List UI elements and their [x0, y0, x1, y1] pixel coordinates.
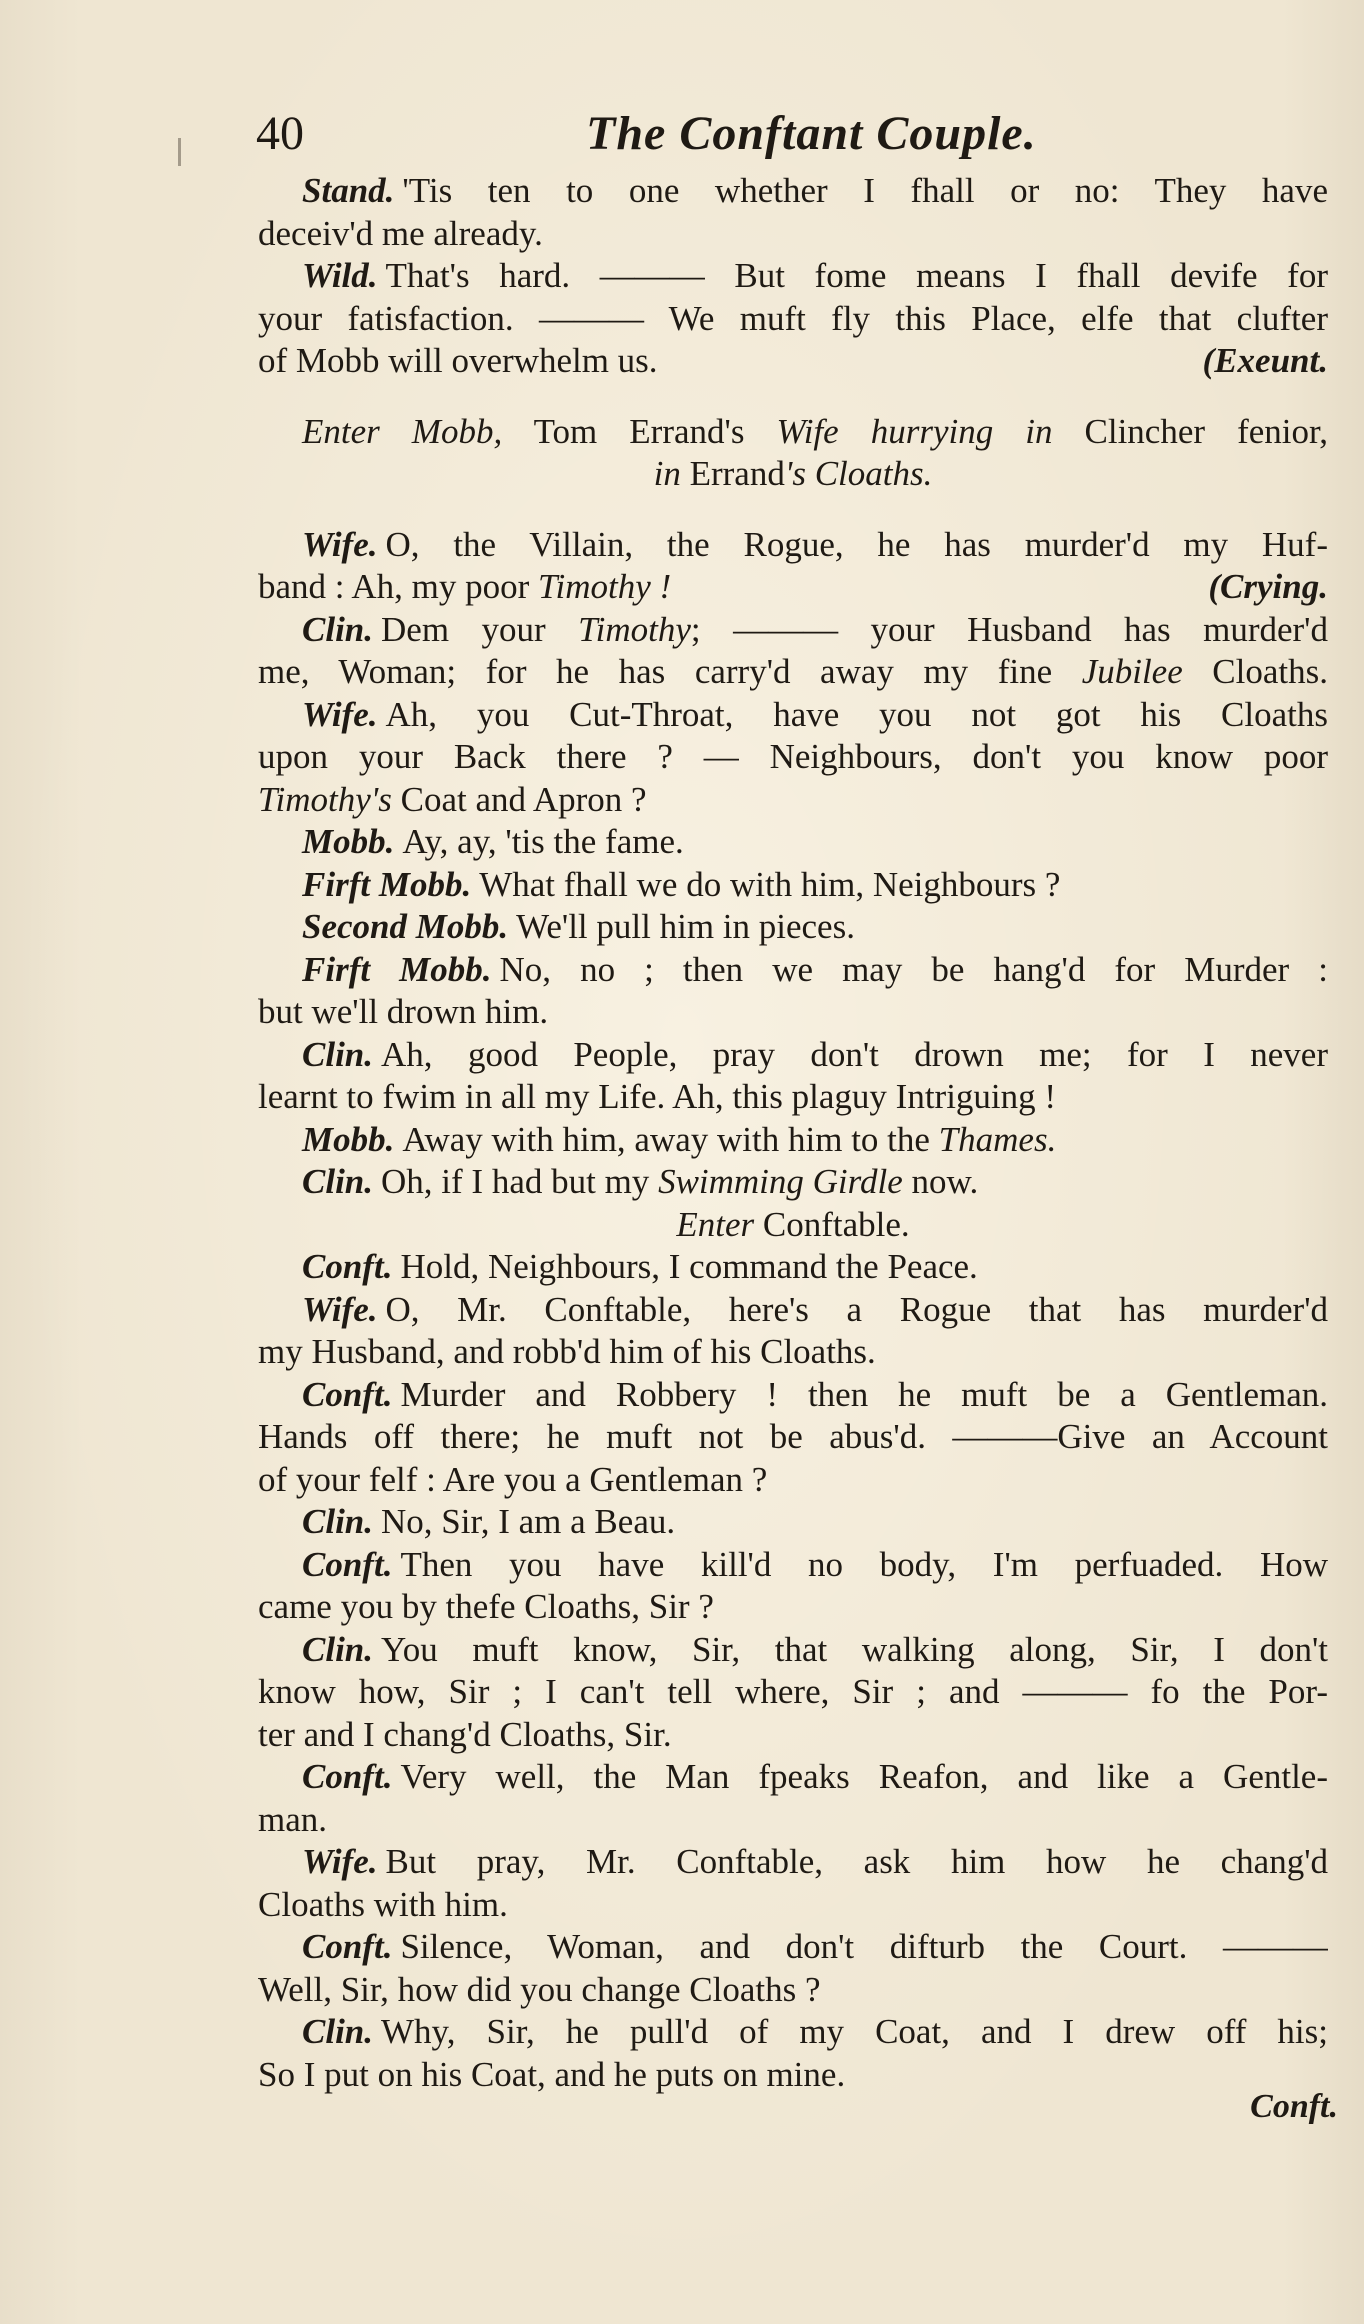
text-line [258, 1246, 1328, 1289]
text-line [258, 170, 1328, 213]
italic-text: Timothy ! [537, 567, 672, 606]
line-text: Dem your [381, 609, 579, 649]
text-line [258, 1714, 1328, 1757]
stage-direction [258, 453, 1328, 496]
speaker-name: Clin. [302, 1502, 374, 1541]
line-text: of your felf : Are you a Gentleman ? [258, 1459, 768, 1499]
speaker-name: Wife. [302, 524, 378, 564]
speaker-name: Mobb. [302, 1119, 395, 1159]
speaker-name: Conft. [302, 1927, 393, 1966]
play-text [258, 170, 1328, 2096]
italic-text: Jubilee [1081, 652, 1183, 691]
text-line [258, 1544, 1328, 1587]
italic-text: Swimming Girdle [658, 1162, 903, 1201]
line-text: learnt to fwim in all my Life. Ah, this plaguy Intriguing ! [258, 1077, 1057, 1116]
line-text: came you by thefe Cloaths, Sir ? [258, 1587, 714, 1626]
speaker-name: Wife. [302, 1842, 378, 1881]
text-line [258, 1629, 1328, 1672]
page-header [256, 104, 1316, 164]
text-line [258, 1289, 1328, 1332]
line-text: Why, Sir, he pull'd of my Coat, and I drew off his; [381, 2012, 1328, 2051]
catchword: Conft. [1250, 2088, 1338, 2125]
italic-text: Enter Mobb, [302, 411, 503, 451]
page-number: 40 [256, 107, 304, 160]
line-text: ; ——— your Husband has murder'd [690, 609, 1328, 649]
italic-text: Timothy's [258, 779, 392, 819]
text-line [258, 1969, 1328, 2012]
text-line [258, 524, 1328, 567]
running-title: The Conftant Couple. [586, 107, 1037, 160]
line-text: know how, Sir ; I can't tell where, Sir ; and ——— fo the Por- [258, 1672, 1328, 1711]
text-line [258, 1586, 1328, 1629]
line-text: Tom Errand's [502, 411, 777, 451]
speaker-name: Firft Mobb. [302, 949, 492, 989]
text-line [258, 255, 1328, 298]
line-text: Oh, if I had but my [381, 1162, 659, 1201]
line-text: but we'll drown him. [258, 992, 549, 1031]
italic-text: Wife hurrying in [776, 411, 1053, 451]
text-line [258, 694, 1328, 737]
line-text: O, Mr. Conftable, here's a Rogue that has murder'd [385, 1289, 1328, 1329]
text-line [258, 213, 1328, 256]
text-line [258, 1841, 1328, 1884]
section-gap [258, 496, 1328, 524]
italic-text: in [653, 454, 681, 493]
line-text: my Husband, and robb'd him of his Cloaths. [258, 1332, 876, 1371]
line-text: What fhall we do with him, Neighbours ? [479, 864, 1061, 904]
stage-direction-right: (Exeunt. [1202, 341, 1328, 380]
speaker-name: Wife. [302, 694, 378, 734]
line-text: your fatisfaction. ——— We muft fly this Place, elfe that clufter [258, 298, 1328, 338]
section-gap [258, 383, 1328, 411]
text-line [258, 340, 1328, 383]
text-line [258, 779, 1328, 822]
text-line [258, 736, 1328, 779]
line-text: band : Ah, my poor [258, 567, 538, 606]
line-text: But pray, Mr. Conftable, ask him how he chang'd [385, 1842, 1328, 1881]
line-text: O, the Villain, the Rogue, he has murder'd my Huf- [385, 524, 1328, 564]
text-line [258, 1161, 1328, 1204]
speaker-name: Clin. [302, 1629, 374, 1669]
speaker-name: Clin. [302, 2012, 374, 2051]
text-line [258, 1756, 1328, 1799]
speaker-name: Wild. [302, 256, 378, 295]
line-text: Clincher fenior, [1052, 411, 1328, 451]
line-text: of Mobb will overwhelm us. [258, 341, 658, 380]
line-text: So I put on his Coat, and he puts on mine. [258, 2054, 846, 2094]
text-line [258, 949, 1328, 992]
line-text: Cloaths with him. [258, 1884, 508, 1924]
line-text: Errand [680, 454, 785, 493]
line-text: ter and I chang'd Cloaths, Sir. [258, 1714, 672, 1754]
speaker-name: Stand. [302, 171, 395, 210]
line-text: We'll pull him in pieces. [516, 907, 855, 946]
stage-direction-right: (Crying. [1208, 567, 1328, 606]
text-line [258, 1799, 1328, 1842]
text-line [258, 651, 1328, 694]
speaker-name: Firft Mobb. [302, 864, 472, 904]
line-text: Well, Sir, how did you change Cloaths ? [258, 1969, 821, 2009]
text-line [258, 864, 1328, 907]
line-text: now. [902, 1162, 979, 1201]
text-line [258, 298, 1328, 341]
speaker-name: Clin. [302, 1162, 374, 1201]
italic-text: Enter [676, 1204, 755, 1244]
speaker-name: Conft. [302, 1247, 393, 1286]
line-text: upon your Back there ? — Neighbours, don't you know poor [258, 737, 1328, 776]
text-line [258, 1671, 1328, 1714]
line-text: deceiv'd me already. [258, 213, 543, 253]
text-line [258, 1034, 1328, 1077]
text-line [258, 1459, 1328, 1502]
stage-direction [258, 1204, 1328, 1247]
text-line [258, 1884, 1328, 1927]
speaker-name: Wife. [302, 1289, 378, 1329]
line-text: Away with him, away with him to the [402, 1119, 939, 1159]
text-line [258, 2054, 1328, 2097]
text-line [258, 991, 1328, 1034]
text-line [258, 566, 1328, 609]
speaker-name: Clin. [302, 609, 374, 649]
line-text: Then you have kill'd no body, I'm perfuaded. How [400, 1544, 1328, 1584]
line-text: Silence, Woman, and don't difturb the Court. ——— [400, 1927, 1328, 1966]
line-text: Murder and Robbery ! then he muft be a Gentleman. [400, 1374, 1328, 1414]
speaker-name: Conft. [302, 1544, 393, 1584]
line-text: No, no ; then we may be hang'd for Murder : [499, 949, 1328, 989]
speaker-name: Conft. [302, 1374, 393, 1414]
line-text: man. [258, 1799, 328, 1839]
line-text: You muft know, Sir, that walking along, Sir, I don't [381, 1629, 1328, 1669]
line-text: Cloaths. [1182, 652, 1328, 691]
line-text: 'Tis ten to one whether I fhall or no: They have [402, 171, 1328, 210]
line-text: Ay, ay, 'tis the fame. [402, 822, 684, 861]
text-line [258, 1076, 1328, 1119]
text-line [258, 1416, 1328, 1459]
line-text: Hands off there; he muft not be abus'd. ———Give an Account [258, 1417, 1328, 1456]
text-line [258, 2011, 1328, 2054]
line-text: Conftable. [754, 1204, 910, 1244]
line-text: That's hard. ——— But fome means I fhall devife for [385, 256, 1328, 295]
text-line [258, 411, 1328, 454]
line-text: Coat and Apron ? [391, 779, 647, 819]
italic-text: 's Cloaths. [784, 454, 933, 493]
line-text: me, Woman; for he has carry'd away my fine [258, 652, 1082, 691]
line-text: Very well, the Man fpeaks Reafon, and like a Gentle- [400, 1757, 1328, 1796]
text-line [258, 821, 1328, 864]
line-text: Ah, you Cut-Throat, have you not got his Cloaths [385, 694, 1328, 734]
text-line [258, 1331, 1328, 1374]
italic-text: Timothy [578, 609, 691, 649]
speaker-name: Second Mobb. [302, 907, 509, 946]
text-line [258, 906, 1328, 949]
line-text: No, Sir, I am a Beau. [381, 1502, 676, 1541]
line-text: Hold, Neighbours, I command the Peace. [400, 1247, 978, 1286]
text-line [258, 1374, 1328, 1417]
margin-mark [178, 138, 181, 166]
italic-text: Thames. [938, 1119, 1057, 1159]
text-line [258, 1501, 1328, 1544]
speaker-name: Conft. [302, 1757, 393, 1796]
speaker-name: Mobb. [302, 822, 395, 861]
text-line [258, 609, 1328, 652]
text-line [258, 1119, 1328, 1162]
text-line [258, 1926, 1328, 1969]
speaker-name: Clin. [302, 1034, 374, 1074]
line-text: Ah, good People, pray don't drown me; for I never [381, 1034, 1328, 1074]
